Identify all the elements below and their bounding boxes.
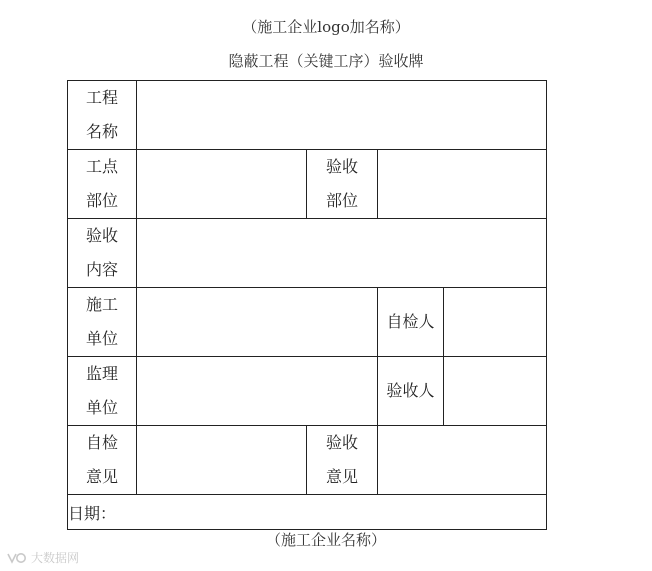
self-check-opinion-value[interactable] (137, 426, 307, 495)
acceptance-board-table (67, 80, 547, 530)
date-row[interactable] (68, 495, 547, 530)
acceptor-label: 验收人 (378, 357, 444, 426)
watermark-logo-icon (6, 551, 28, 565)
construction-unit-value[interactable] (137, 288, 378, 357)
work-point-label: 工点 部位 (68, 150, 137, 219)
board-title: 隐蔽工程（关键工序）验收牌 (228, 52, 424, 70)
acceptance-part-label: 验收 部位 (307, 150, 378, 219)
supervision-unit-value[interactable] (137, 357, 378, 426)
self-inspector-value[interactable] (444, 288, 547, 357)
acceptance-opinion-label: 验收 意见 (307, 426, 378, 495)
acceptor-value[interactable] (444, 357, 547, 426)
self-check-opinion-label: 自检 意见 (68, 426, 137, 495)
acceptance-content-value[interactable] (137, 219, 547, 288)
project-name-value[interactable] (137, 81, 547, 150)
construction-unit-label: 施工 单位 (68, 288, 137, 357)
acceptance-content-label: 验收 内容 (68, 219, 137, 288)
work-point-value[interactable] (137, 150, 307, 219)
project-name-label: 工程 名称 (68, 81, 137, 150)
acceptance-opinion-value[interactable] (378, 426, 547, 495)
supervision-unit-label: 监理 单位 (68, 357, 137, 426)
watermark-text: 大数据网 (31, 551, 80, 565)
watermark (6, 549, 79, 566)
acceptance-part-value[interactable] (378, 150, 547, 219)
self-inspector-label: 自检人 (378, 288, 444, 357)
header-company-logo-name: （施工企业logo加名称） (242, 18, 410, 36)
date-label: 日期： (68, 503, 117, 523)
footer-company-name: （施工企业名称） (265, 531, 386, 549)
